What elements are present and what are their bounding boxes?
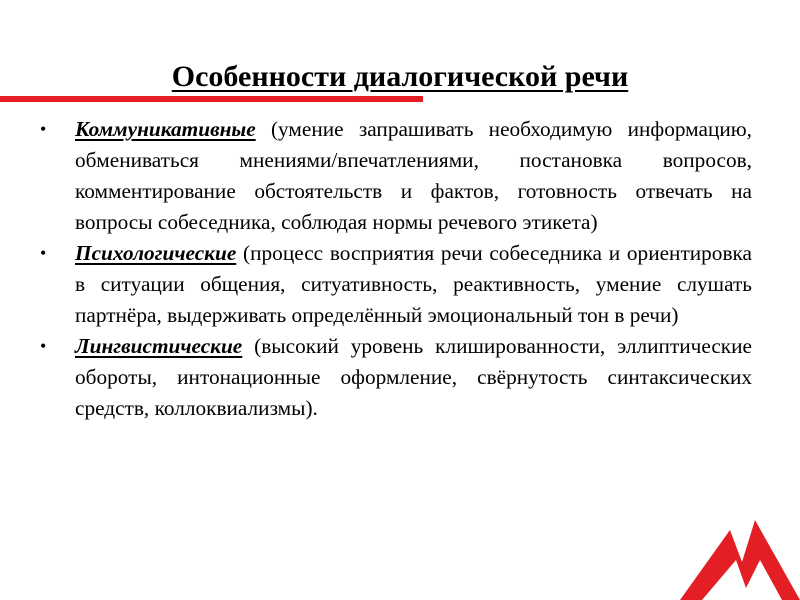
item-term: Психологические: [75, 241, 237, 265]
list-item: [40, 331, 752, 424]
list-item: [40, 238, 752, 331]
item-text: (процесс восприятия речи собеседника и ориентировка в ситуации общения, ситуативность, реактивность, умение слушать партнёра, выдерживать определённый эмоциональный тон в речи): [75, 241, 752, 327]
bullet-icon: •: [40, 243, 47, 263]
bullet-icon: •: [40, 336, 47, 356]
item-term: Коммуникативные: [75, 117, 256, 141]
accent-bar: [0, 96, 423, 102]
slide-title: [0, 58, 800, 96]
item-text: (умение запрашивать необходимую информацию, обмениваться мнениями/впечатлениями, постановка вопросов, комментирование обстоятельств и фактов, готовность отвечать на вопросы собеседника, соблюдая нормы речевого этикета): [75, 117, 752, 234]
list-item: [40, 114, 752, 238]
red-m-logo-icon: [680, 510, 800, 600]
item-term: Лингвистические: [75, 334, 243, 358]
bullet-list: [40, 114, 752, 424]
slide-title-text: Особенности диалогической речи: [171, 60, 629, 93]
item-text: (высокий уровень клишированности, эллиптические обороты, интонационные оформление, свёрнутость синтаксических средств, коллоквиализмы).: [75, 334, 752, 420]
bullet-icon: •: [40, 119, 47, 139]
